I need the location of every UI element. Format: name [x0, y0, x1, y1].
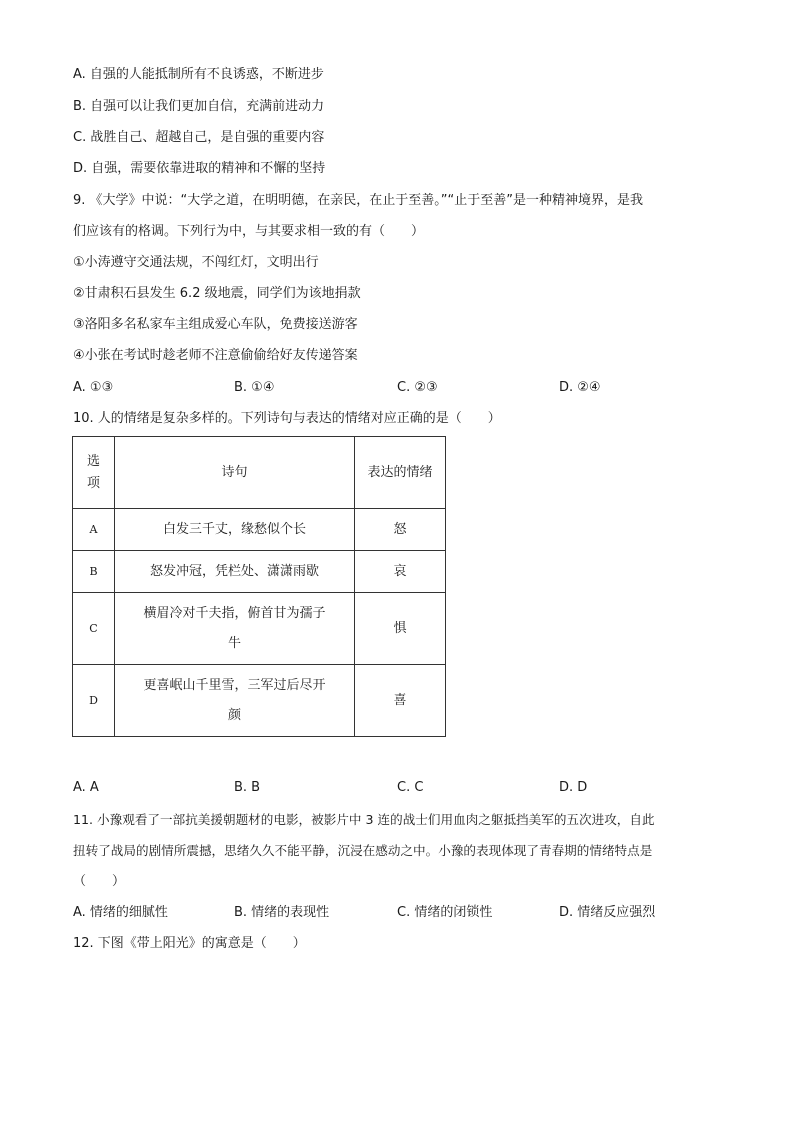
q9-option-a: A. ①③ — [73, 380, 114, 395]
row-poem-text: 更喜岷山千里雪，三军过后尽开颜 — [143, 677, 326, 723]
q11-option-a: A. 情绪的细腻性 — [73, 905, 168, 920]
q9-item-2: ②甘肃积石县发生 6.2 级地震，同学们为该地捐款 — [73, 286, 361, 301]
q10-option-d: D. D — [559, 780, 588, 795]
q10-option-a: A. A — [73, 780, 99, 795]
row-emotion: 惧 — [355, 593, 446, 665]
q9-item-1: ①小涛遵守交通法规，不闯红灯，文明出行 — [73, 255, 319, 270]
q11-stem-line2: 扭转了战局的剧情所震撼，思绪久久不能平静，沉浸在感动之中。小豫的表现体现了青春期的情绪特点是 — [73, 843, 653, 858]
table-header-row — [73, 437, 446, 509]
q8-option-b: B. 自强可以让我们更加自信，充满前进动力 — [73, 99, 325, 114]
q9-option-c: C. ②③ — [397, 380, 438, 395]
q11-option-c: C. 情绪的闭锁性 — [397, 905, 493, 920]
header-option — [73, 437, 115, 509]
header-option-text: 选项 — [86, 453, 100, 491]
q12-stem: 12. 下图《带上阳光》的寓意是（ ） — [73, 936, 306, 951]
q10-option-c: C. C — [397, 780, 424, 795]
q8-option-a: A. 自强的人能抵制所有不良诱惑，不断进步 — [73, 67, 324, 82]
q9-item-4: ④小张在考试时趁老师不注意偷偷给好友传递答案 — [73, 348, 358, 363]
q10-option-b: B. B — [234, 780, 261, 795]
q11-option-b: B. 情绪的表现性 — [234, 905, 330, 920]
q11-stem-line3: （ ） — [73, 874, 126, 889]
q9-stem-line2: 们应该有的格调。下列行为中，与其要求相一致的有（ ） — [73, 224, 425, 239]
table-row — [73, 551, 446, 593]
row-poem — [115, 593, 355, 665]
row-poem — [115, 665, 355, 737]
row-poem: 白发三千丈，缘愁似个长 — [115, 509, 355, 551]
row-option: C — [73, 593, 115, 665]
q9-option-b: B. ①④ — [234, 380, 275, 395]
row-option: B — [73, 551, 115, 593]
header-emotion: 表达的情绪 — [355, 437, 446, 509]
q10-table — [72, 436, 446, 737]
q10-stem: 10. 人的情绪是复杂多样的。下列诗句与表达的情绪对应正确的是（ ） — [73, 411, 501, 426]
q11-option-d: D. 情绪反应强烈 — [559, 905, 656, 920]
row-emotion: 怒 — [355, 509, 446, 551]
row-poem-text: 横眉冷对千夫指，俯首甘为孺子牛 — [143, 605, 326, 651]
row-option: A — [73, 509, 115, 551]
q9-stem-line1: 9. 《大学》中说：“大学之道，在明明德，在亲民，在止于至善。”“止于至善”是一种精神境界，是我 — [73, 193, 643, 208]
q9-option-d: D. ②④ — [559, 380, 601, 395]
row-emotion: 哀 — [355, 551, 446, 593]
table-row — [73, 665, 446, 737]
row-emotion: 喜 — [355, 665, 446, 737]
row-option: D — [73, 665, 115, 737]
q8-option-d: D. 自强，需要依靠进取的精神和不懈的坚持 — [73, 161, 326, 176]
row-poem: 怒发冲冠，凭栏处、潇潇雨歇 — [115, 551, 355, 593]
header-poem: 诗句 — [115, 437, 355, 509]
q9-item-3: ③洛阳多名私家车主组成爱心车队，免费接送游客 — [73, 317, 358, 332]
q11-stem-line1: 11. 小豫观看了一部抗美援朝题材的电影，被影片中 3 连的战士们用血肉之躯抵挡美军的五次进攻，自此 — [73, 812, 655, 827]
table-row — [73, 509, 446, 551]
q8-option-c: C. 战胜自己、超越自己，是自强的重要内容 — [73, 130, 325, 145]
table-row — [73, 593, 446, 665]
